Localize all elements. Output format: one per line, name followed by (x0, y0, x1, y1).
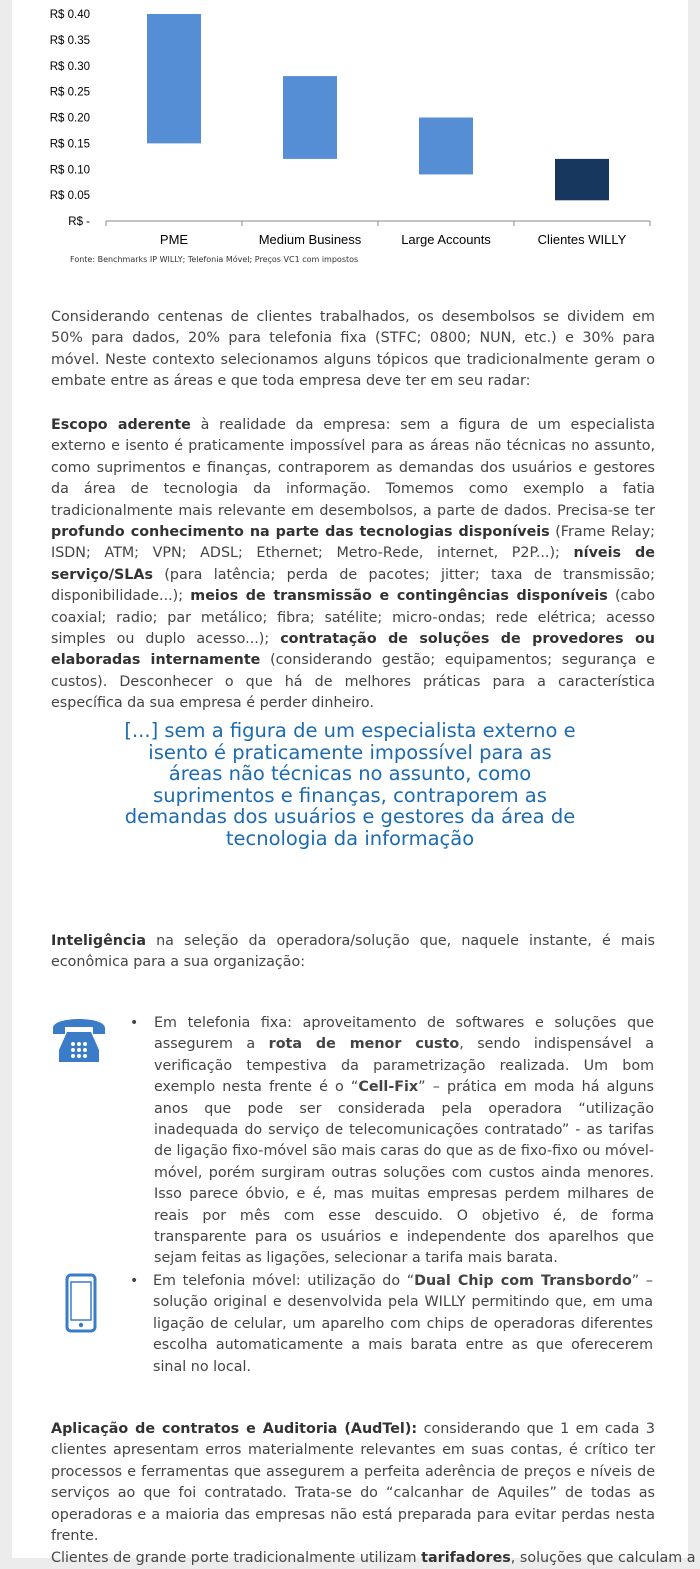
x-tick-label: Medium Business (258, 232, 362, 247)
text-span: Em telefonia fixa: aproveitamento de softwares e soluções que assegurem a (154, 1015, 654, 1053)
y-tick-label: R$ 0.30 (49, 60, 90, 73)
paragraph-tarifadores (51, 1548, 696, 1569)
text-span: à realidade da empresa: sem a figura de um especialista externo e isento é praticamente impossível para as áreas não técnicas no assunto, como suprimentos e finanças, contraporem as demandas dos usuários e gestores da área de tecnologia da informação. Tomemos como exemplo a fatia tradicionalmente mais relevante em desembolsos, a parte de dados. Precisa-se ter (51, 417, 656, 519)
text-span: Em telefonia móvel: utilização do “ (153, 1273, 415, 1289)
bold-auditoria: Aplicação de contratos e Auditoria (AudTel): (51, 1421, 418, 1437)
bar-clientes-willy (555, 159, 609, 200)
x-tick-label: PME (159, 232, 189, 247)
bullet-mobile-telephony (153, 1271, 653, 1378)
text-span: (Frame Relay; ISDN; ATM; VPN; ADSL; Ethernet; Metro-Rede, internet, P2P...); (51, 524, 656, 562)
paragraph-intro: Considerando centenas de clientes trabalhados, os desembolsos se dividem em 50% para dados, 20% para telefonia fixa (STFC; 0800; NUN, etc.) e 30% para móvel. Neste contexto selecionamos alguns tópicos que tradicionalmente geram o embate entre as áreas e que toda empresa deve ter em seu radar: (51, 309, 655, 390)
y-tick-label: R$ 0.10 (49, 164, 90, 177)
pull-quote: [...] sem a figura de um especialista externo e isento é praticamente impossível para as áreas não técnicas no assunto, como suprimentos e finanças, contraporem as demandas dos usuários e gestores da área de tecnologia da informação (124, 719, 576, 850)
bold-rota: rota de menor custo (268, 1036, 460, 1053)
bold-meios: meios de transmissão e contingências disponíveis (190, 588, 608, 605)
x-tick-label: Large Accounts (401, 232, 491, 247)
y-tick-label: R$ 0.20 (49, 112, 90, 125)
text-span: , soluções que calculam a (510, 1550, 696, 1566)
y-tick-label: R$ - (68, 216, 90, 228)
bullet-fixed-telephony (154, 1013, 654, 1270)
chart (12, 0, 688, 255)
chart-source: Fonte: Benchmarks IP WILLY; Telefonia Móvel; Preços VC1 com impostos (70, 255, 359, 264)
bar-pme (147, 14, 201, 143)
y-tick-label: R$ 0.15 (49, 138, 90, 151)
y-tick-label: R$ 0.35 (49, 34, 90, 47)
text-span: (considerando gestão; equipamentos; segurança e custos). Desconhecer o que há de melhores práticas para a característica específica da sua empresa é perder dinheiro. (51, 652, 655, 712)
bars (147, 14, 609, 200)
bold-tarifadores: tarifadores (421, 1550, 511, 1566)
bold-cellfix: Cell-Fix (358, 1079, 419, 1096)
x-axis-labels (160, 232, 627, 247)
y-tick-label: R$ 0.05 (49, 190, 90, 203)
x-tick-label: Clientes WILLY (537, 232, 627, 247)
text-span: Clientes de grande porte tradicionalmente utilizam (51, 1550, 422, 1566)
telephone-icon (49, 1012, 109, 1066)
y-tick-label: R$ 0.25 (49, 86, 90, 99)
bullet-marker: • (130, 1273, 139, 1289)
bar-medium-business (283, 76, 337, 159)
bullet-marker: • (130, 1015, 139, 1031)
x-axis-ticks (106, 221, 650, 226)
bar-large-accounts (419, 118, 473, 175)
text-span: na seleção da operadora/solução que, naquele instante, é mais econômica para a sua organização: (51, 933, 655, 971)
paragraph-escopo (51, 415, 655, 715)
text-span: (para latência; perda de pacotes; jitter; taxa de transmissão; disponibilidade...); (51, 566, 655, 605)
y-tick-label: R$ 0.40 (49, 9, 90, 21)
bold-inteligencia: Inteligência (51, 933, 146, 949)
text-span: considerando que 1 em cada 3 clientes apresentam erros materialmente relevantes em suas contas, é crítico ter processos e ferramentas que assegurem a perfeita aderência de preços e níveis de serviços ao que foi contratado. Trata-se do “calcanhar de Aquiles” de todas as operadoras e a maioria das empresas não está preparada para evitar perdas nesta frente. (51, 1421, 656, 1545)
bold-dual-chip: Dual Chip com Transbordo (414, 1273, 632, 1289)
text-span: , sendo indispensável a verificação tempestiva da parametrização realizada. Um bom exemplo nesta frente é o “ (154, 1036, 655, 1096)
paragraph-auditoria (51, 1419, 655, 1547)
text-span: ” – prática em moda há alguns anos que pode ser considerada pela operadora “utilização inadequada do serviço de telecomunicações contratado” - as tarifas de ligação fixo-móvel são mais caras do que as de fixo-fixo ou móvel-móvel, porém surgiram outras soluções com custos ainda menores. Isso parece óbvio, e é, mas muitas empresas perdem milhares de reais por mês com esse descuido. O objetivo é, de forma transparente para os usuários e independente dos aparelhos que sejam feitas as ligações, selecionar a tarifa mais barata. (154, 1079, 654, 1267)
bold-tecnologias: profundo conhecimento na parte das tecnologias disponíveis (51, 524, 550, 541)
text-span: ” – solução original e desenvolvida pela WILLY permitindo que, em uma ligação de celular, um aparelho com chips de operadoras diferentes escolha automaticamente a mais barata entre as que oferecerem sinal no local. (153, 1273, 653, 1375)
paragraph-inteligencia (51, 931, 655, 974)
mobile-phone-icon (65, 1273, 97, 1333)
text-span: (cabo coaxial; radio; par metálico; fibra; satélite; micro-ondas; rede elétrica; acesso simples ou duplo acesso...); (51, 588, 655, 648)
page (12, 0, 696, 1566)
bold-escopo: Escopo aderente (51, 417, 191, 433)
bold-contratacao: contratação de soluções de provedores ou elaboradas internamente (51, 631, 655, 669)
y-axis (50, 9, 90, 228)
bold-sla: níveis de serviço/SLAs (51, 545, 655, 583)
